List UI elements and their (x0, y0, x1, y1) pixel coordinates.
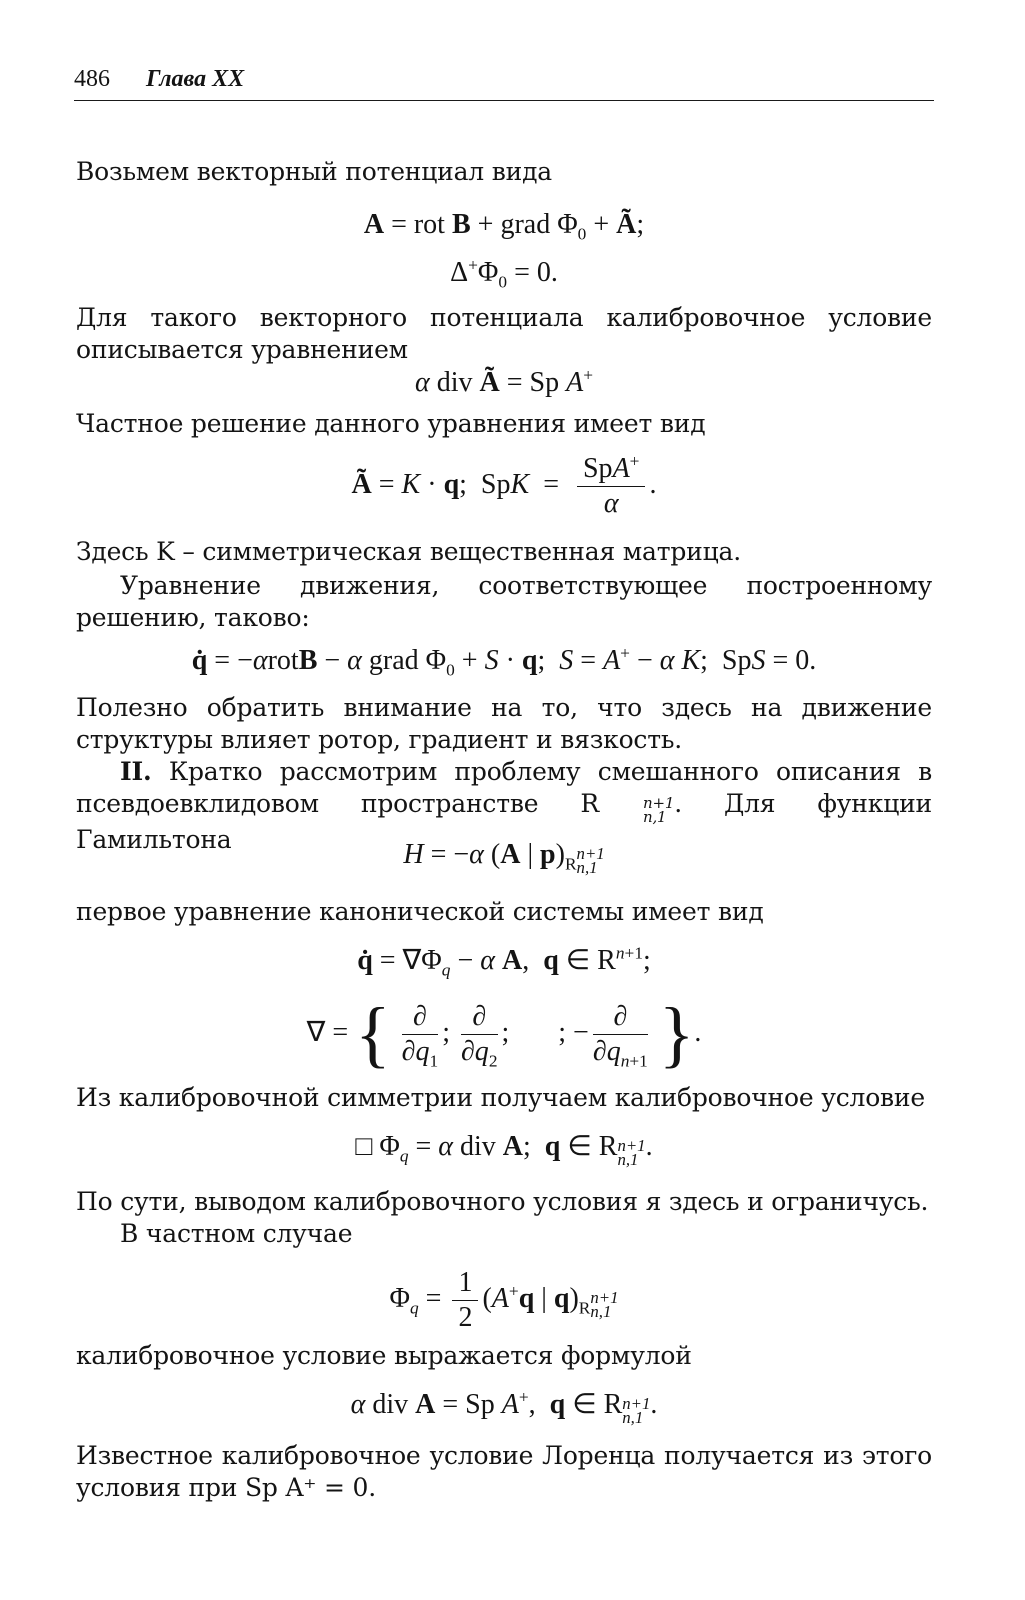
equation-gauge: α div Ã = Sp A+ (415, 365, 593, 398)
paragraph-3: Частное решение данного уравнения имеет вид (76, 409, 706, 438)
equation-hamiltonian: H = −α (A | $p)_R$ n+1 n,1 (403, 839, 605, 877)
equation-motion: q̇ = −αrotB − α grad $\Phi_0 + S \cdot q$; S = A+ − α K; SpS = 0. (191, 643, 817, 680)
paragraph-9: Из калибровочной симметрии получаем калибровочное условие (76, 1083, 925, 1112)
equation-particular-solution: Ã = K · q; SpK = $\frac{SpA^+}{\alpha}$ . (351, 451, 657, 519)
paragraph-2: Для такого векторного потенциала калибровочное условие описывается уравнением (76, 303, 932, 364)
paragraph-8: первое уравнение канонической системы имеет вид (76, 897, 764, 926)
paragraph-7: II. Кратко рассмотрим проблему смешанного описания в псевдоевклидовом пространстве R n+1 n,1 . Для функции Гамильтона (76, 757, 933, 854)
equation-laplace: $\Delta^+\Phi_0 = 0$. (450, 255, 558, 292)
paragraph-12: калибровочное условие выражается формулой (76, 1341, 692, 1370)
equation-nabla: ∇ = { $\frac{\partial}{\partial q_1}$ ; $\frac{\partial}{\partial q_2}$ ; ; − $\frac{\partial}{\partial q_{n+1}}$ }. (306, 993, 702, 1076)
paragraph-6: Полезно обратить внимание на то, что здесь на движение структуры влияет ротор, градиент и вязкость. (76, 693, 932, 754)
page-number: 486 (74, 66, 110, 92)
section-label: II. (120, 757, 152, 786)
paragraph-10: По сути, выводом калибровочного условия я здесь и ограничусь. (76, 1187, 929, 1216)
chapter-title: Глава XX (146, 66, 245, 92)
equation-gauge-final: α div A = Sp A+, q ∈ R n+1 n,1 . (350, 1387, 658, 1427)
page-header (74, 66, 934, 101)
equation-canonical: q̇ = $\nabla\Phi_q - \alpha$ A, q ∈ $R^{n+1}$; (357, 943, 651, 980)
paragraph-5: Уравнение движения, соответствующее построенному решению, таково: (76, 571, 932, 632)
equation-phi-q: $\Phi_q$ = $\frac{1}{2}$ (A+q | $q)_R$ n+1 n,1 (389, 1267, 619, 1333)
paragraph-11: В частном случае (120, 1219, 353, 1248)
equation-vector-potential: A = rot B + grad $\Phi_0$ + Ã; (363, 209, 645, 244)
paragraph-1: Возьмем векторный потенциал вида (76, 157, 552, 186)
paragraph-13: Известное калибровочное условие Лоренца получается из этого условия при Sp A⁺ = 0. (76, 1441, 932, 1502)
equation-dalembert: □ $\Phi_q = \alpha$ div A; q ∈ R n+1 n,1 . (355, 1131, 653, 1169)
paragraph-4: Здесь K – симметрическая вещественная матрица. (76, 537, 741, 566)
